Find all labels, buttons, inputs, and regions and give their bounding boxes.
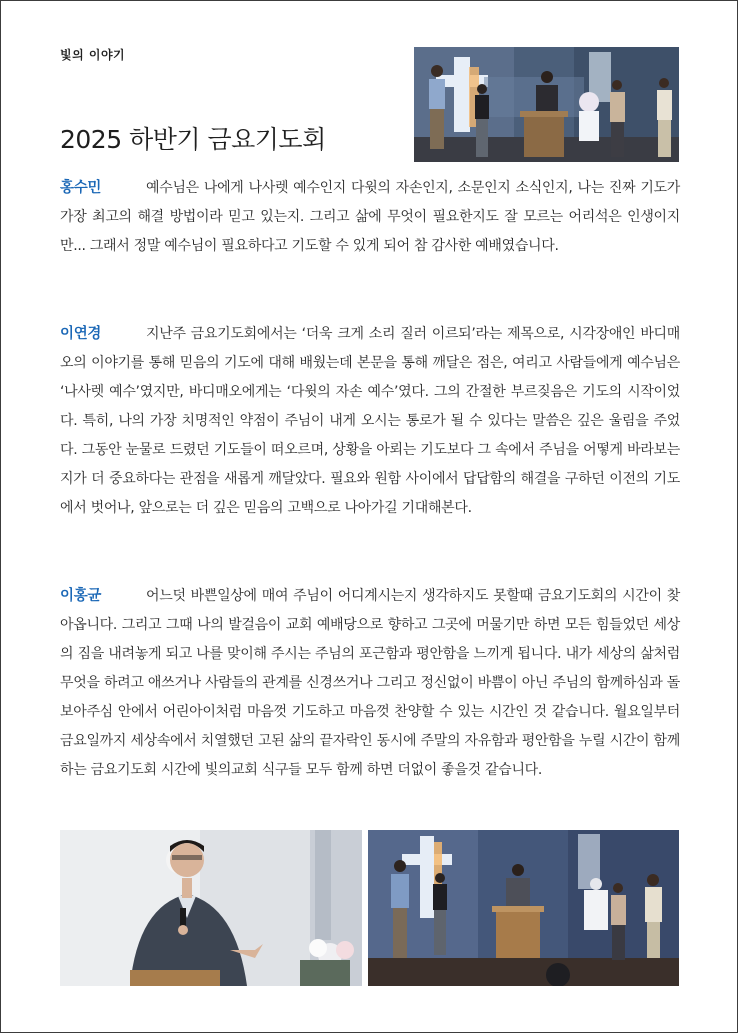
testimony-3: [60, 582, 680, 785]
page-title: 2025 하반기 금요기도회: [60, 125, 326, 154]
section-label: 빛의 이야기: [60, 48, 126, 62]
testimony-author: 이연경: [60, 326, 102, 342]
testimony-author: 이홍균: [60, 588, 102, 604]
worship-team-photo: [414, 47, 679, 162]
testimony-text: 어느덧 바쁜일상에 매여 주님이 어디계시는지 생각하지도 못할때 금요기도회의 시간이 찾아옵니다. 그리고 그때 나의 발걸음이 교회 예배당으로 향하고 그곳에 머물기만 하면 모든 힘들었던 세상의 짐을 내려놓게 되고 나를 맞이해 주시는 주님의 포근함과 평안함을 느끼게 됩니다. 내가 세상의 삶처럼 무엇을 하려고 애쓰거나 사람들의 관계를 신경쓰거나 그리고 정신없이 바쁨이 아닌 주님의 함께하심과 돌보아주심 안에서 어린아이처럼 마음껏 기도하고 마음껏 찬양할 수 있는 시간인 것 같습니다. 월요일부터 금요일까지 세상속에서 치열했던 고된 삶의 끝자락인 동시에 주말의 자유함과 평안함을 누릴 시간이 함께하는 금요기도회 시간에 빛의교회 식구들 모두 함께 하면 더없이 좋을것 같습니다.: [60, 588, 680, 778]
testimony-author: 홍수민: [60, 180, 102, 196]
testimony-1: [60, 174, 680, 261]
testimony-text: 지난주 금요기도회에서는 ‘더욱 크게 소리 질러 이르되’라는 제목으로, 시각장애인 바디매오의 이야기를 통해 믿음의 기도에 대해 배웠는데 본문을 통해 깨달은 점은, 여리고 사람들에게 예수님은 ‘나사렛 예수’였지만, 바디매오에게는 ‘다윗의 자손 예수’였다. 그의 간절한 부르짖음은 기도의 시작이었다. 특히, 나의 가장 치명적인 약점이 주님이 내게 오시는 통로가 될 수 있다는 말씀은 깊은 울림을 주었다. 그동안 눈물로 드렸던 기도들이 떠오르며, 상황을 아뢰는 기도보다 그 속에서 주님을 어떻게 바라보는지가 더 중요하다는 관점을 새롭게 깨달았다. 필요와 원함 사이에서 답답함의 해결을 구하던 이전의 기도에서 벗어나, 앞으로는 더 깊은 믿음의 고백으로 나아가길 기대해본다.: [60, 326, 680, 516]
testimony-2: [60, 320, 680, 523]
worship-leader-photo: [368, 830, 679, 986]
testimony-text: 예수님은 나에게 나사렛 예수인지 다윗의 자손인지, 소문인지 소식인지, 나는 진짜 기도가 가장 최고의 해결 방법이라 믿고 있는지. 그리고 삶에 무엇이 필요한지도 잘 모르는 어리석은 인생이지만... 그래서 정말 예수님이 필요하다고 기도할 수 있게 되어 참 감사한 예배였습니다.: [60, 180, 680, 254]
pastor-speaking-photo: [60, 830, 362, 986]
